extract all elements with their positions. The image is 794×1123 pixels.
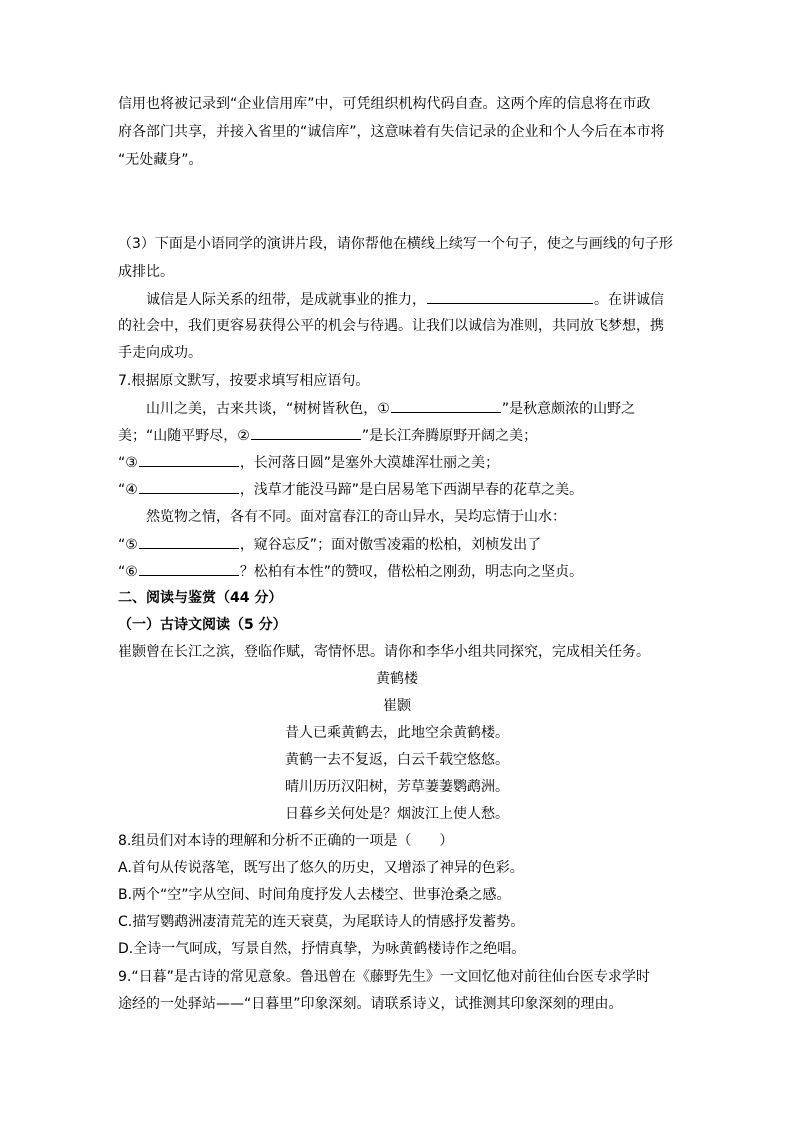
q7-line-2 xyxy=(118,426,537,445)
q3-prompt-line-2: 成排比。 xyxy=(118,264,174,280)
q7-line-1-b: ”是秋意颇浓的山野之 xyxy=(501,401,636,417)
q7-line-6-a: “⑤ xyxy=(118,537,138,553)
q7-blank-1[interactable] xyxy=(391,399,501,413)
q7-line-3-a: “③ xyxy=(118,455,138,471)
q7-line-5: 然览物之情，各有不同。面对富春江的奇山异水，吴均忘情于山水： xyxy=(146,509,566,525)
section2-title: 二、阅读与鉴赏（44 分） xyxy=(118,590,283,606)
q3-passage-line-3: 手走向成功。 xyxy=(118,345,202,361)
q7-line-3-b: ，长河落日圆”是塞外大漠雄浑壮丽之美； xyxy=(239,455,500,471)
q7-blank-6[interactable] xyxy=(139,562,239,576)
poem-title: 黄鹤楼 xyxy=(376,671,418,687)
q8-option-d[interactable]: D.全诗一气呵成，写景自然，抒情真挚，为咏黄鹤楼诗作之绝唱。 xyxy=(118,941,526,957)
q7-line-1-a: 山川之美，古来共谈，“树树皆秋色，① xyxy=(146,401,390,417)
q7-blank-3[interactable] xyxy=(139,453,239,467)
para1-line-3: “无处藏身”。 xyxy=(118,152,203,168)
q7-line-4-b: ，浅草才能没马蹄”是白居易笔下西湖早春的花草之美。 xyxy=(239,482,584,498)
q9-line-2: 途经的一处驿站——“日暮里”印象深刻。请联系诗义，试推测其印象深刻的理由。 xyxy=(118,996,623,1012)
q7-line-2-b: ”是长江奔腾原野开阔之美； xyxy=(361,428,538,444)
q3-passage-pre: 诚信是人际关系的纽带，是成就事业的推力， xyxy=(146,292,426,308)
q7-line-7-b: ？松柏有本性”的赞叹，借松柏之刚劲，明志向之坚贞。 xyxy=(239,564,584,580)
q3-passage-post: 。在讲诚信 xyxy=(594,292,664,308)
q3-answer-blank[interactable] xyxy=(427,290,593,304)
q8-stem: 8.组员们对本诗的理解和分析不正确的一项是（ ） xyxy=(118,833,454,849)
q7-title: 7.根据原文默写，按要求填写相应语句。 xyxy=(118,373,370,389)
q7-line-1 xyxy=(146,399,635,418)
section2-intro: 崔颢曾在长江之滨，登临作赋，寄情怀思。请你和李华小组共同探究，完成相关任务。 xyxy=(118,644,650,660)
q7-line-3 xyxy=(118,453,499,472)
q7-line-6-b: ，窥谷忘反”；面对傲雪凌霜的松柏，刘桢发出了 xyxy=(239,537,542,553)
q3-passage-line-1 xyxy=(146,290,664,309)
poem-author: 崔颢 xyxy=(383,698,411,714)
q3-passage-line-2: 的社会中，我们更容易获得公平的机会与待遇。让我们以诚信为准则，共同放飞梦想，携 xyxy=(118,318,664,334)
q8-option-b[interactable]: B.两个“空”字从空间、时间角度抒发人去楼空、世事沧桑之感。 xyxy=(118,887,511,903)
section2-subsection-title: （一）古诗文阅读（5 分） xyxy=(118,617,287,633)
para1-line-1: 信用也将被记录到“企业信用库”中，可凭组织机构代码自查。这两个库的信息将在市政 xyxy=(118,96,651,112)
q7-line-4 xyxy=(118,480,583,499)
q7-line-7 xyxy=(118,562,583,581)
q7-blank-2[interactable] xyxy=(251,426,361,440)
q7-line-6 xyxy=(118,535,541,554)
q7-line-7-a: “⑥ xyxy=(118,564,138,580)
poem-line-1: 昔人已乘黄鹤去，此地空余黄鹤楼。 xyxy=(285,725,509,741)
q7-line-4-a: “④ xyxy=(118,482,138,498)
poem-line-2: 黄鹤一去不复返，白云千载空悠悠。 xyxy=(285,752,509,768)
poem-line-3: 晴川历历汉阳树，芳草萋萋鹦鹉洲。 xyxy=(285,779,509,795)
para1-line-2: 府各部门共享，并接入省里的“诚信库”，这意味着有失信记录的企业和个人今后在本市将 xyxy=(118,124,665,140)
q8-option-c[interactable]: C.描写鹦鹉洲凄清荒芜的连天衰莫，为尾联诗人的情感抒发蓄势。 xyxy=(118,914,525,930)
q8-option-a[interactable]: A.首句从传说落笔，既写出了悠久的历史，又增添了神异的色彩。 xyxy=(118,860,524,876)
q7-blank-5[interactable] xyxy=(139,535,239,549)
q7-blank-4[interactable] xyxy=(139,480,239,494)
q3-prompt-line-1: （3）下面是小语同学的演讲片段，请你帮他在横线上续写一个句子，使之与画线的句子形 xyxy=(118,236,673,252)
poem-line-4: 日暮乡关何处是？烟波江上使人愁。 xyxy=(285,806,509,822)
q7-line-2-a: 美；“山随平野尽，② xyxy=(118,428,250,444)
q9-line-1: 9.“日暮”是古诗的常见意象。鲁迅曾在《藤野先生》一文回忆他对前往仙台医专求学时 xyxy=(118,969,650,985)
